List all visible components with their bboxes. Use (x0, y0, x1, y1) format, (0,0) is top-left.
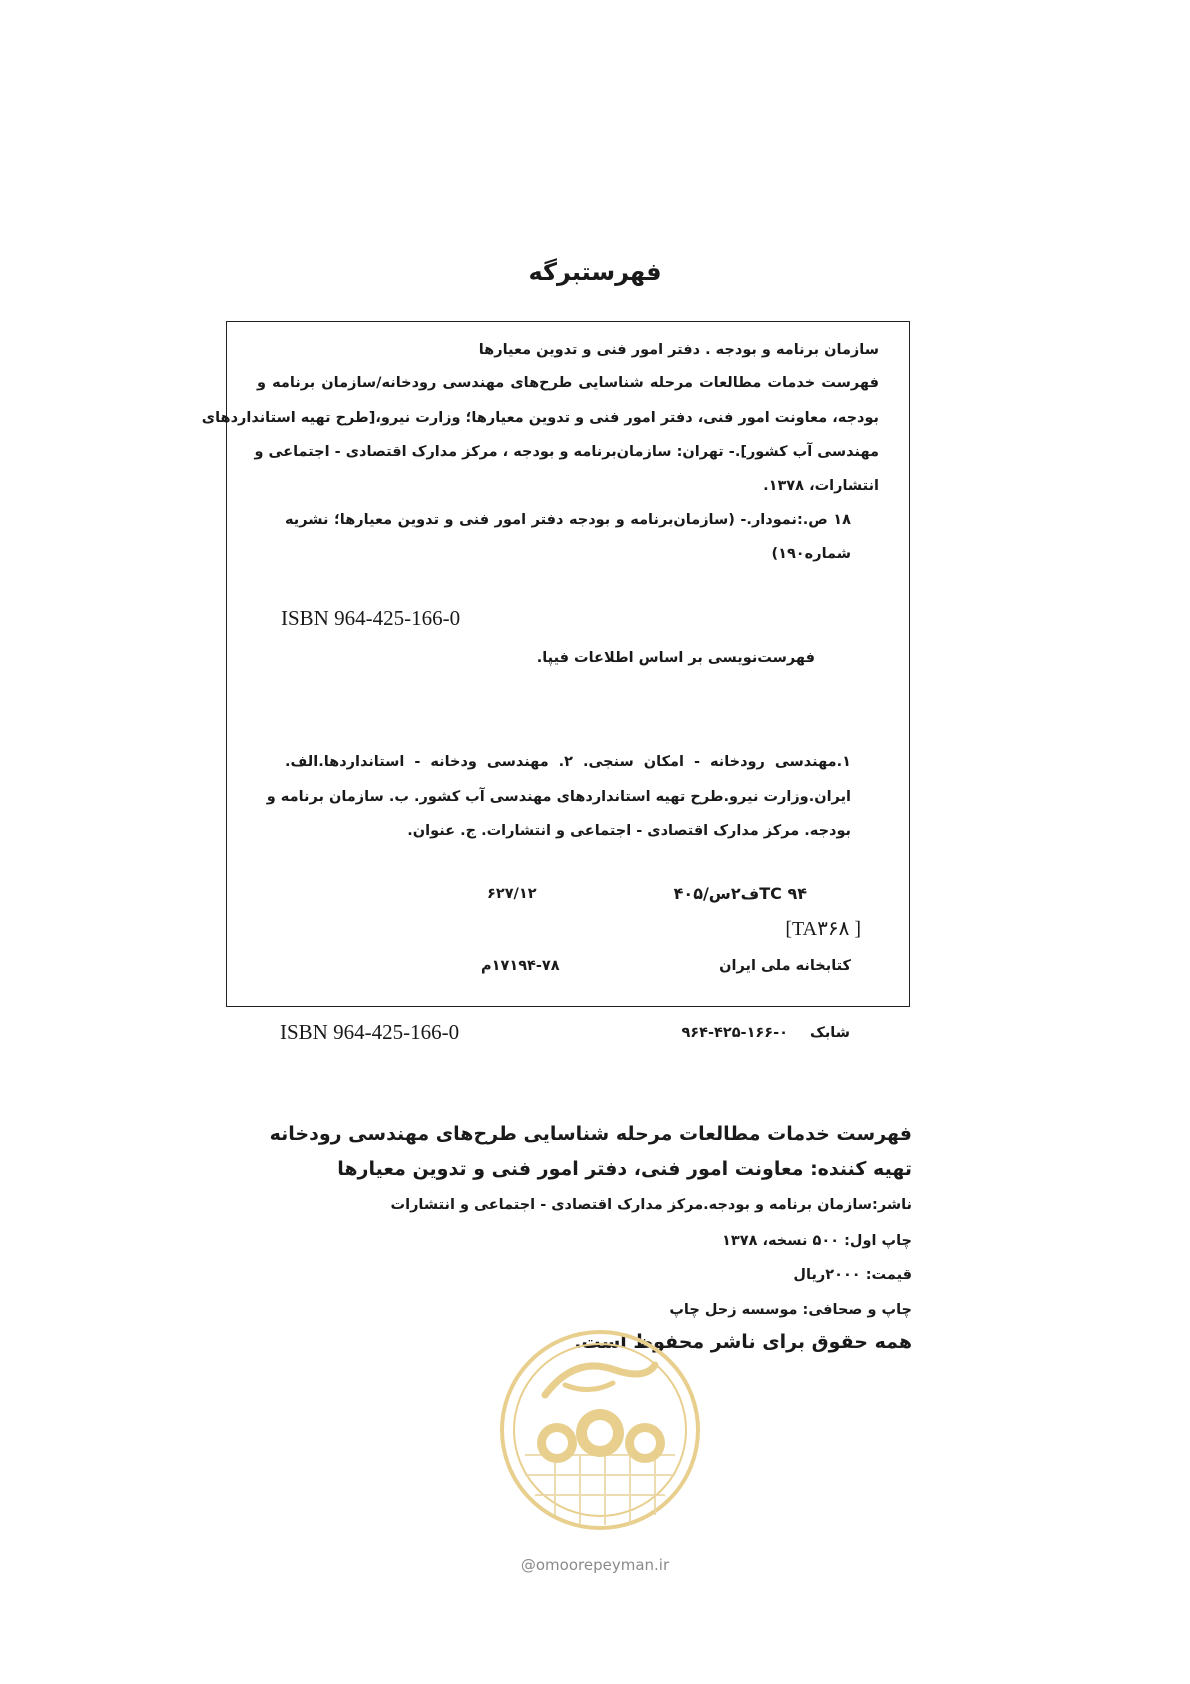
subject-line: ایران.وزارت نیرو.طرح تهیه استانداردهای مهندسی آب کشور. ب. سازمان برنامه و (266, 789, 851, 805)
isbn-persian: ۹۶۴-۴۲۵-۱۶۶-۰ (681, 1025, 788, 1041)
card-isbn: ISBN 964-425-166-0 (281, 606, 461, 630)
card-line: شماره۱۹۰) (771, 546, 851, 562)
catalog-card (201, 321, 910, 1007)
card-line: مهندسی آب کشور].- تهران: سازمان‌برنامه و بودجه ، مرکز مدارک اقتصادی - اجتماعی و (254, 444, 879, 460)
watermark-logo (495, 1325, 705, 1555)
printing: چاپ و صحافی: موسسه زحل چاپ (669, 1302, 912, 1318)
card-line: سازمان برنامه و بودجه . دفتر امور فنی و تدوین معیارها (478, 342, 879, 358)
prepared-by: تهیه کننده: معاونت امور فنی، دفتر امور فنی و تدوین معیارها (337, 1158, 912, 1180)
subject-line: ۱.مهندسی رودخانه - امکان سنجی. ۲. مهندسی ودخانه - استانداردها.الف. (285, 754, 852, 770)
record-number: ۱۷۱۹۴-۷۸م (481, 958, 560, 974)
card-line: بودجه، معاونت امور فنی، دفتر امور فنی و تدوین معیارها؛ وزارت نیرو،[طرح تهیه استانداردهای (201, 410, 879, 426)
card-line: فهرست خدمات مطالعات مرحله شناسایی طرح‌های مهندسی رودخانه/سازمان برنامه و (257, 375, 879, 391)
rights-notice: همه حقوق برای ناشر محفوظ است. (574, 1331, 912, 1353)
subject-line: بودجه. مرکز مدارک اقتصادی - اجتماعی و انتشارات. ج. عنوان. (407, 823, 851, 839)
price: قیمت: ۲۰۰۰ریال (793, 1267, 912, 1283)
card-line: ۱۸ ص.:نمودار.- (سازمان‌برنامه و بودجه دفتر امور فنی و تدوین معیارها؛ نشریه (285, 512, 851, 528)
library-name: کتابخانه ملی ایران (719, 958, 851, 974)
card-line: انتشارات، ۱۳۷۸. (763, 478, 879, 494)
page-title: فهرستبرگه (528, 258, 662, 286)
cataloging-note: فهرست‌نویسی بر اساس اطلاعات فیپا. (536, 650, 815, 666)
book-title: فهرست خدمات مطالعات مرحله شناسایی طرح‌های مهندسی رودخانه (269, 1123, 912, 1145)
publisher: ناشر:سازمان برنامه و بودجه.مرکز مدارک اقتصادی - اجتماعی و انتشارات (390, 1197, 912, 1213)
dewey-number: ۶۲۷/۱۲ (487, 886, 537, 902)
lc-number: [TA۳۶۸ ] (785, 918, 861, 940)
call-number: TC ۹۴ف۲س/۴۰۵ (673, 884, 807, 903)
watermark-site: @omoorepeyman.ir (520, 1556, 670, 1574)
edition: چاپ اول: ۵۰۰ نسخه، ۱۳۷۸ (722, 1233, 912, 1249)
isbn-label: شابک (810, 1025, 850, 1041)
isbn-latin: ISBN 964-425-166-0 (280, 1020, 460, 1044)
